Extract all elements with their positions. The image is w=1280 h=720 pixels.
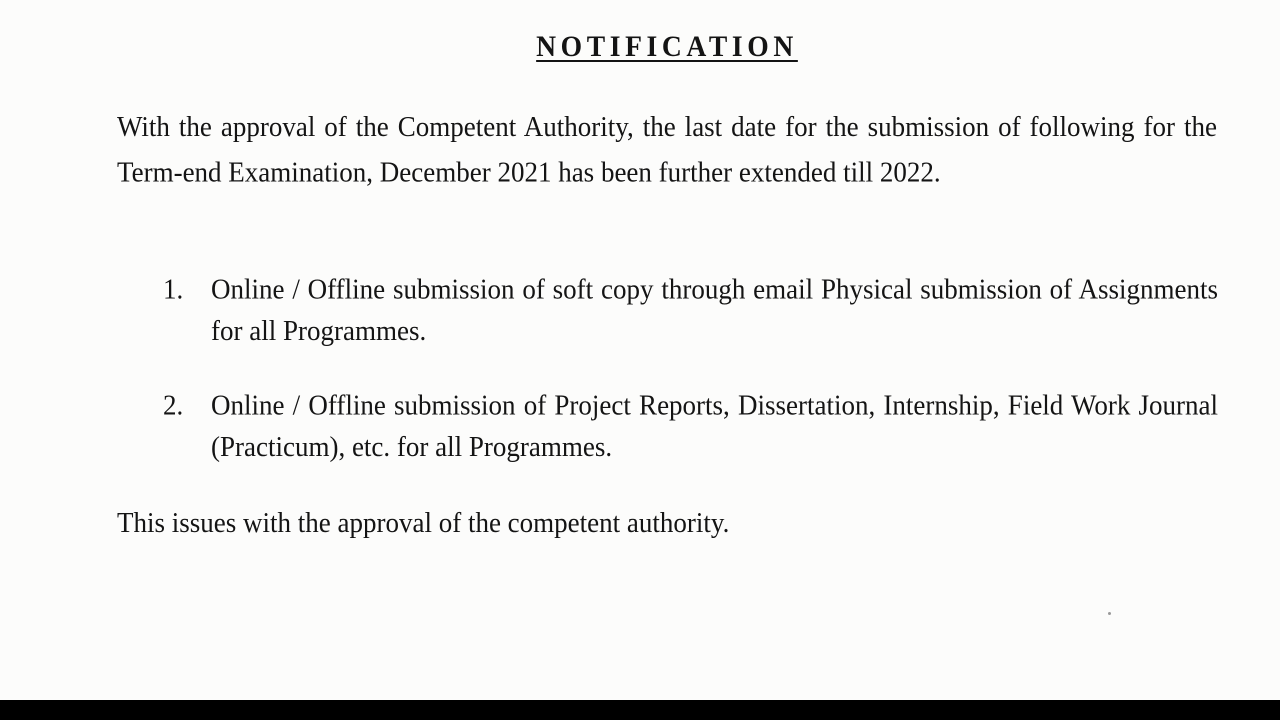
intro-paragraph: With the approval of the Competent Authority, the last date for the submission of following for the Term-end Examination, December 2021 has been further extended till 2022.	[117, 110, 1217, 188]
bottom-frame-bar	[0, 700, 1280, 720]
closing-paragraph: This issues with the approval of the competent authority.	[117, 506, 730, 539]
list-item-text: Online / Offline submission of Project Reports, Dissertation, Internship, Field Work Journal (Practicum), etc. for all Programmes.	[211, 389, 1218, 463]
notification-title: NOTIFICATION	[536, 30, 798, 63]
scan-speck	[1108, 612, 1111, 615]
list-item-number: 2.	[163, 389, 184, 422]
list-item-number: 1.	[163, 273, 184, 306]
list-item-text: Online / Offline submission of soft copy through email Physical submission of Assignments for all Programmes.	[211, 273, 1218, 347]
